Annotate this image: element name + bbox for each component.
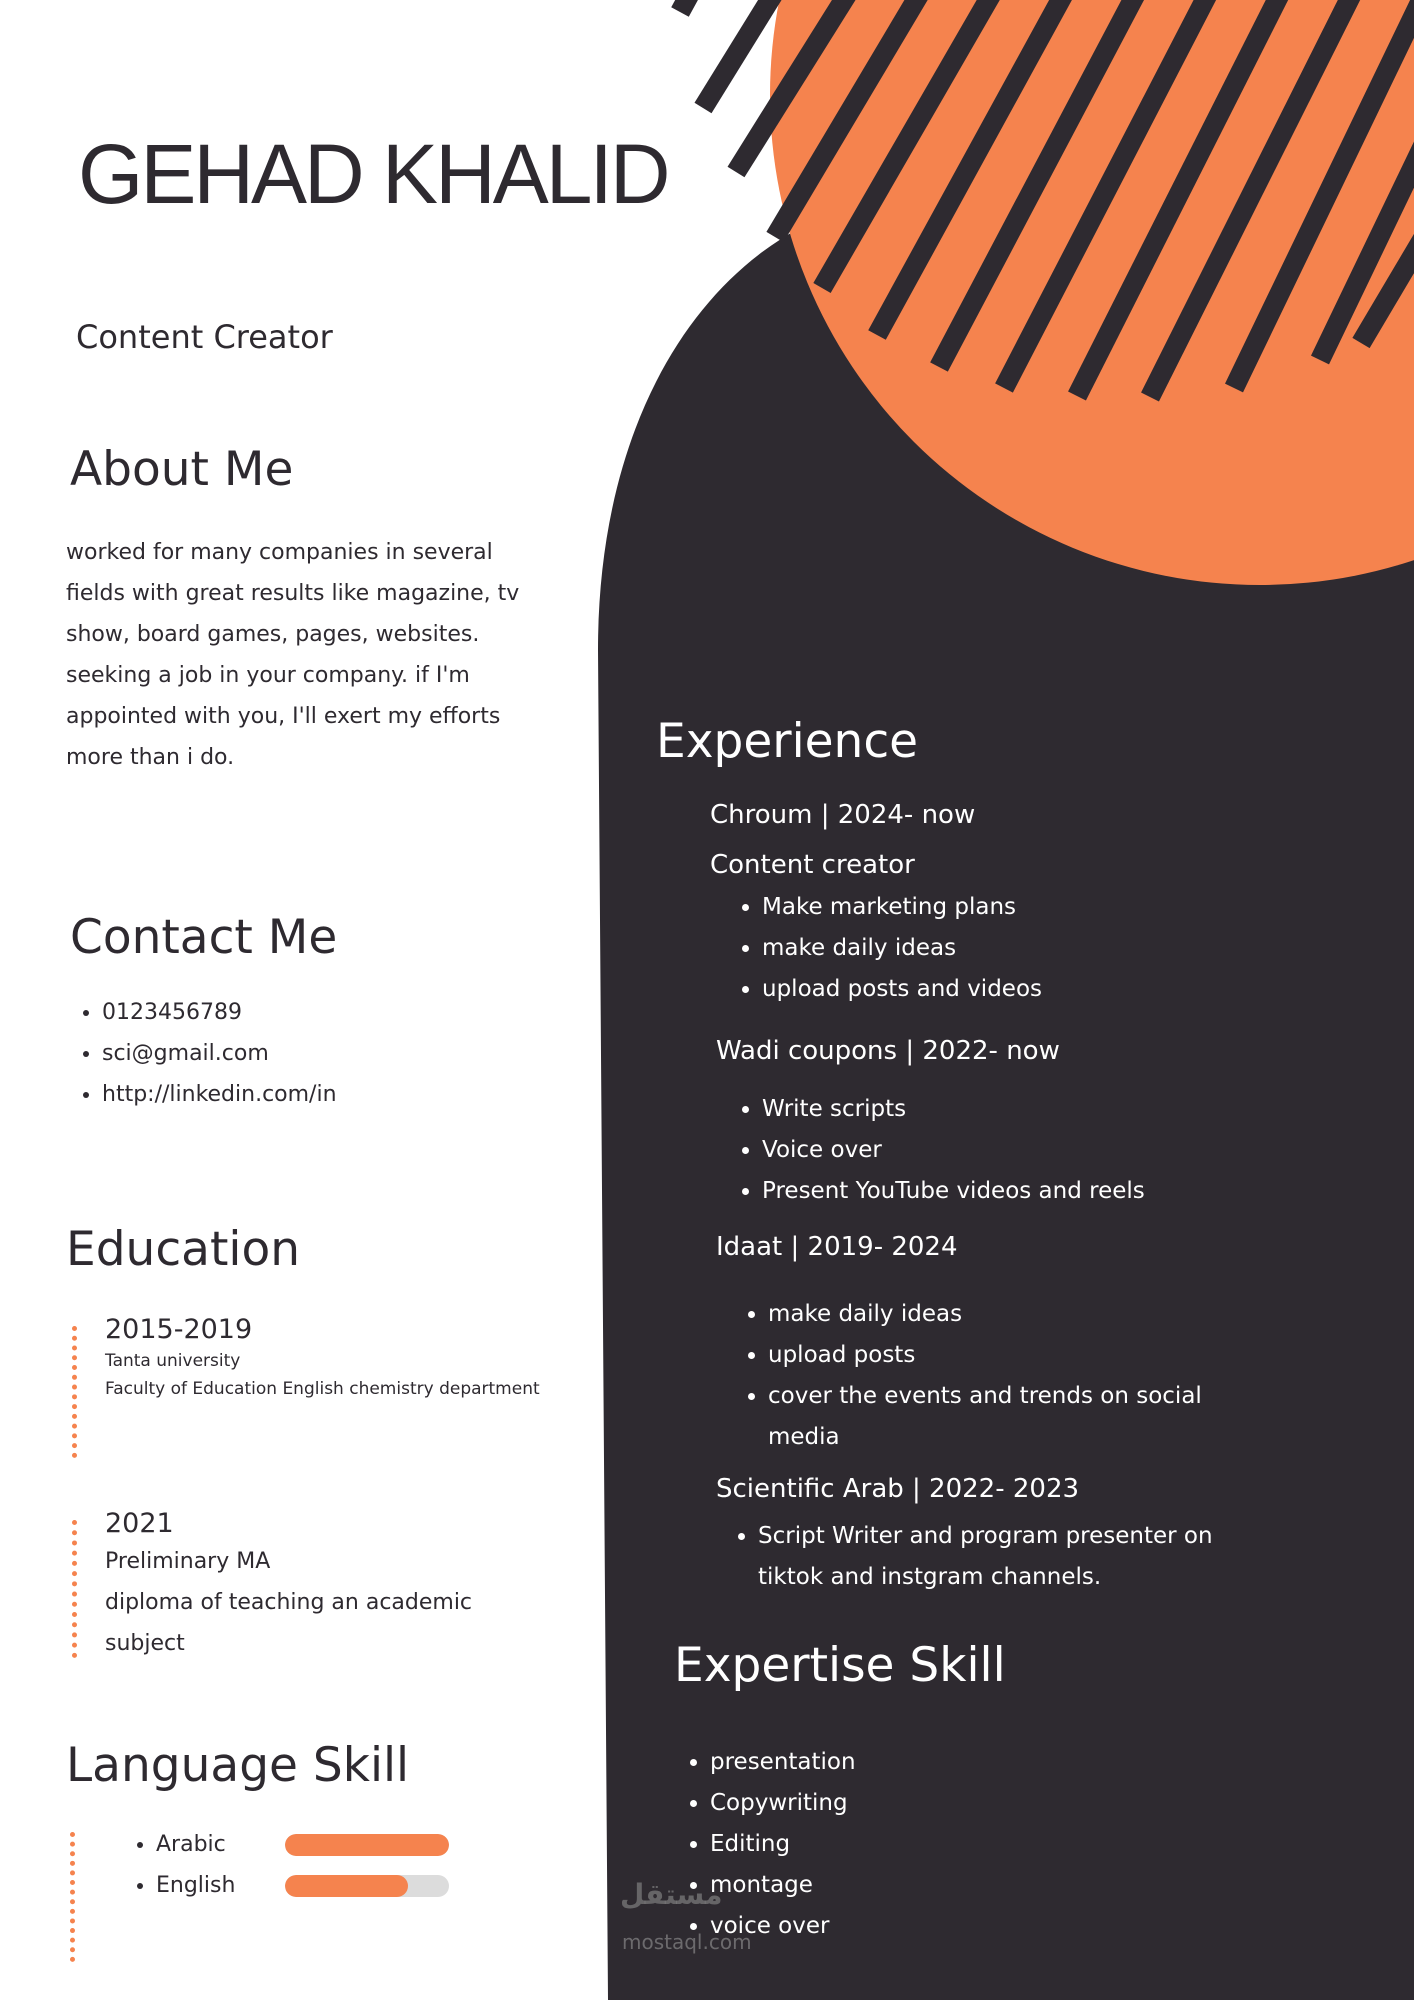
expertise-item: • Editing: [710, 1824, 856, 1865]
job-task: • Voice over: [762, 1130, 1145, 1171]
education-detail: Faculty of Education English chemistry department: [105, 1379, 540, 1400]
language-item: • English: [156, 1865, 235, 1906]
job-role: Content creator: [710, 850, 915, 880]
job-task-list: [738, 1294, 1202, 1458]
job-task: • cover the events and trends on social: [768, 1376, 1202, 1417]
expertise-item: • montage: [710, 1865, 856, 1906]
language-level-fill: [285, 1834, 449, 1856]
education-year: 2021: [105, 1508, 174, 1539]
education-divider: [72, 1326, 77, 1458]
about-line: more than i do.: [66, 745, 235, 770]
education-line: diploma of teaching an academic: [105, 1590, 473, 1616]
education-line: Preliminary MA: [105, 1549, 271, 1575]
education-entry: [105, 1506, 575, 1664]
job-task-list: [732, 887, 1042, 1010]
expertise-item: • voice over: [710, 1906, 856, 1947]
language-list: [128, 1824, 235, 1906]
job-heading: Scientific Arab | 2022- 2023: [716, 1474, 1080, 1504]
about-line: fields with great results like magazine, tv: [66, 581, 520, 606]
about-line: show, board games, pages, websites.: [66, 622, 480, 647]
candidate-name: GEHAD KHALID: [78, 127, 668, 221]
about-heading: About Me: [70, 442, 294, 497]
about-line: appointed with you, I'll exert my efforts: [66, 704, 501, 729]
job-task-list: [728, 1516, 1213, 1598]
language-level-bar: [285, 1875, 449, 1897]
education-line: subject: [105, 1631, 185, 1657]
about-line: worked for many companies in several: [66, 540, 493, 565]
education-divider: [72, 1520, 77, 1658]
contact-list: [72, 992, 337, 1115]
job-task: • Present YouTube videos and reels: [762, 1171, 1145, 1212]
experience-heading: Experience: [656, 714, 919, 769]
contact-phone: • 0123456789: [102, 992, 337, 1033]
expertise-list: [680, 1742, 856, 1947]
job-task: • Write scripts: [762, 1089, 1145, 1130]
watermark-logo: مستقل: [620, 1878, 723, 1911]
job-task: • Script Writer and program presenter on: [758, 1516, 1213, 1557]
watermark-url: mostaql.com: [622, 1930, 752, 1954]
contact-linkedin: • http://linkedin.com/in: [102, 1074, 337, 1115]
about-line: seeking a job in your company. if I'm: [66, 663, 470, 688]
contact-heading: Contact Me: [70, 910, 338, 965]
job-heading: Wadi coupons | 2022- now: [716, 1036, 1060, 1066]
language-level-bar: [285, 1834, 449, 1856]
expertise-item: • Copywriting: [710, 1783, 856, 1824]
education-heading: Education: [66, 1222, 300, 1277]
education-year: 2015-2019: [105, 1314, 253, 1345]
expertise-item: • presentation: [710, 1742, 856, 1783]
language-divider: [70, 1832, 75, 1962]
expertise-heading: Expertise Skill: [674, 1638, 1006, 1693]
language-heading: Language Skill: [66, 1738, 410, 1793]
job-task: • make daily ideas: [762, 928, 1042, 969]
contact-email: • sci@gmail.com: [102, 1033, 337, 1074]
about-text: [66, 532, 566, 778]
job-task: tiktok and instgram channels.: [758, 1564, 1102, 1590]
job-task-list: [732, 1089, 1145, 1212]
language-level-fill: [285, 1875, 408, 1897]
job-task: • upload posts: [768, 1335, 1202, 1376]
education-school: Tanta university: [105, 1351, 241, 1372]
job-task: • Make marketing plans: [762, 887, 1042, 928]
job-task: • make daily ideas: [768, 1294, 1202, 1335]
language-item: • Arabic: [156, 1824, 235, 1865]
education-entry: [105, 1312, 575, 1403]
job-heading: Chroum | 2024- now: [710, 800, 976, 830]
job-task: • upload posts and videos: [762, 969, 1042, 1010]
job-heading: Idaat | 2019- 2024: [716, 1232, 958, 1262]
job-title: Content Creator: [76, 318, 333, 356]
job-task: media: [768, 1424, 840, 1450]
